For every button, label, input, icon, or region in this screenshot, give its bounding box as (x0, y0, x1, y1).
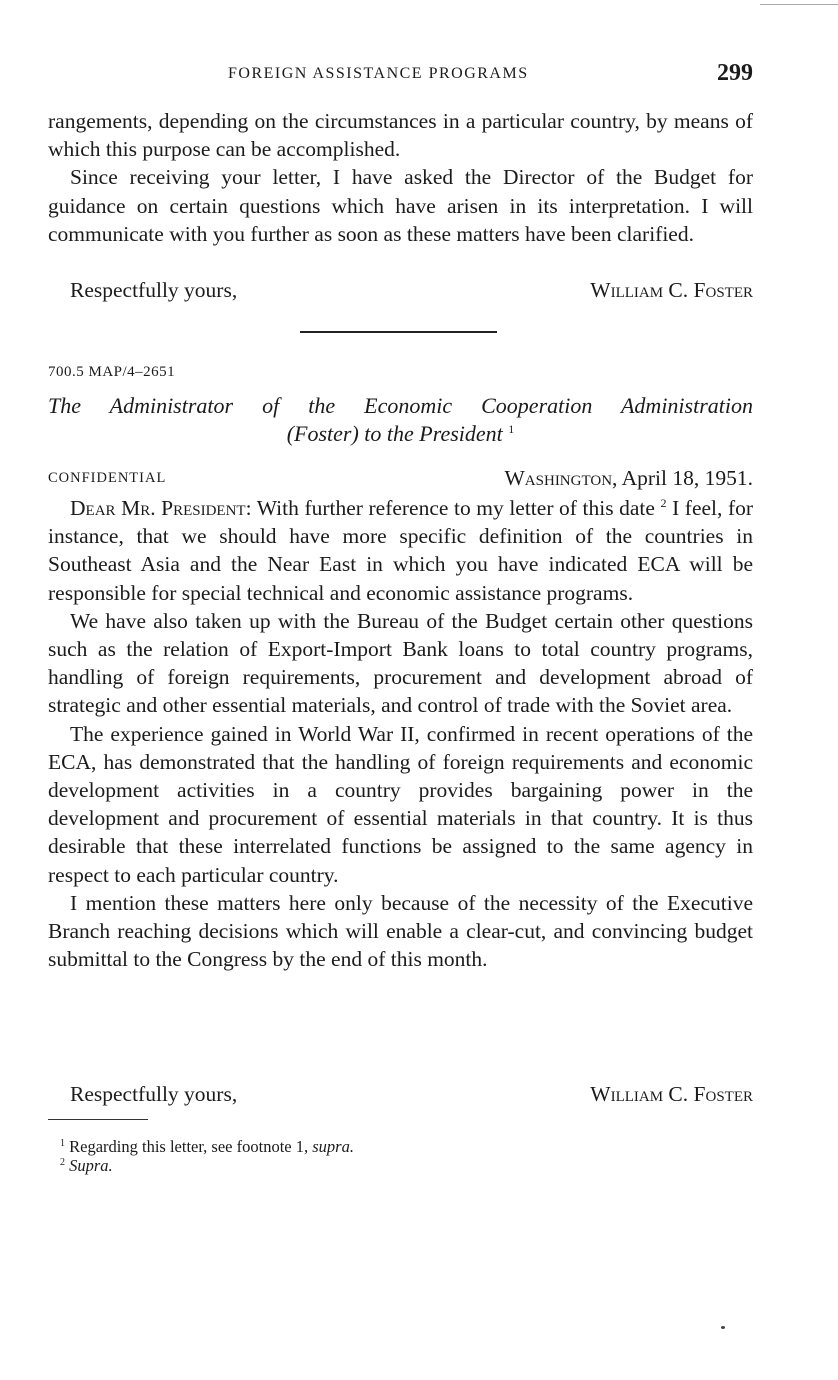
heading-line-1: The Administrator of the Economic Cooperation Administration (48, 393, 753, 418)
continuation-closing (48, 278, 753, 306)
place: Washington (504, 466, 613, 490)
letter-closing (48, 1082, 753, 1110)
footnote-text: Regarding this letter, see footnote 1, (69, 1137, 313, 1156)
closing-salutation: Respectfully yours, (70, 278, 238, 302)
running-head-title: FOREIGN ASSISTANCE PROGRAMS (228, 65, 529, 82)
letter-paragraph-4: I mention these matters here only because of the necessity of the Executive Branch reaching decisions which will enable a clear-cut, and convincing budget submittal to the Congress by the end of this month. (48, 890, 753, 972)
signature: William C. Foster (590, 1082, 753, 1106)
section-divider (300, 331, 497, 333)
continuation-paragraph-1: rangements, depending on the circumstances in a particular country, by means of which this purpose can be accomplished. (48, 109, 753, 162)
footnote-rule (48, 1119, 148, 1120)
page-edge-line (760, 4, 838, 5)
continuation-paragraph-2: Since receiving your letter, I have asked the Director of the Budget for guidance on certain questions which have arisen in its interpretation. I will communicate with you further as soon as these matters have been clarified. (48, 165, 753, 246)
footnote-mark: 1 (60, 1138, 65, 1149)
footnote-1 (60, 1137, 354, 1156)
paragraph-1-start: : With further reference to my letter of this date (245, 496, 655, 520)
footnote-italic: Supra. (69, 1156, 113, 1175)
footnote-2 (60, 1156, 354, 1175)
heading-line-2-text: (Foster) to the President (286, 421, 503, 446)
footnote-mark: 2 (60, 1157, 65, 1168)
letter-paragraph-2: We have also taken up with the Bureau of the Budget certain other questions such as the relation of Export-Import Bank loans to total country programs, handling of foreign requirements, procurement and development abroad of strategic and other essential materials, and control of trade with the Soviet area. (48, 608, 753, 718)
footnote-ref-1: 1 (508, 422, 515, 436)
letter-paragraph-3: The experience gained in World War II, confirmed in recent operations of the ECA, has demonstrated that the handling of foreign requirements and economic development activities in a country provides bargaining power in the development and procurement of essential materials in that country. It is thus desirable that these interrelated functions be assigned to the same agency in respect to each particular country. (48, 721, 753, 887)
document-heading (48, 392, 753, 448)
footnotes (60, 1137, 354, 1175)
page-number: 299 (717, 60, 753, 86)
running-head (48, 62, 753, 86)
place-date (505, 466, 753, 491)
signature: William C. Foster (590, 278, 753, 302)
paragraph-1-rest: I feel, for instance, that we should have more specific definition of the countries in Southeast Asia and the Near East in which you have indicated ECA will be responsible for special technical and economic assistance programs. (48, 496, 754, 605)
continuation-text (48, 107, 753, 248)
date: , April 18, 1951. (612, 466, 753, 490)
letter-body (48, 494, 753, 973)
salutation: Dear Mr. President (70, 496, 246, 520)
dateline (48, 466, 753, 494)
heading-line-2 (48, 420, 753, 448)
letter-paragraph-1 (48, 494, 753, 607)
footnote-italic: supra. (312, 1137, 354, 1156)
classification-label: CONFIDENTIAL (48, 470, 167, 486)
closing-salutation: Respectfully yours, (70, 1082, 238, 1106)
footnote-ref-2: 2 (660, 496, 667, 510)
print-speck (721, 1326, 725, 1329)
file-number: 700.5 MAP/4–2651 (48, 364, 176, 380)
